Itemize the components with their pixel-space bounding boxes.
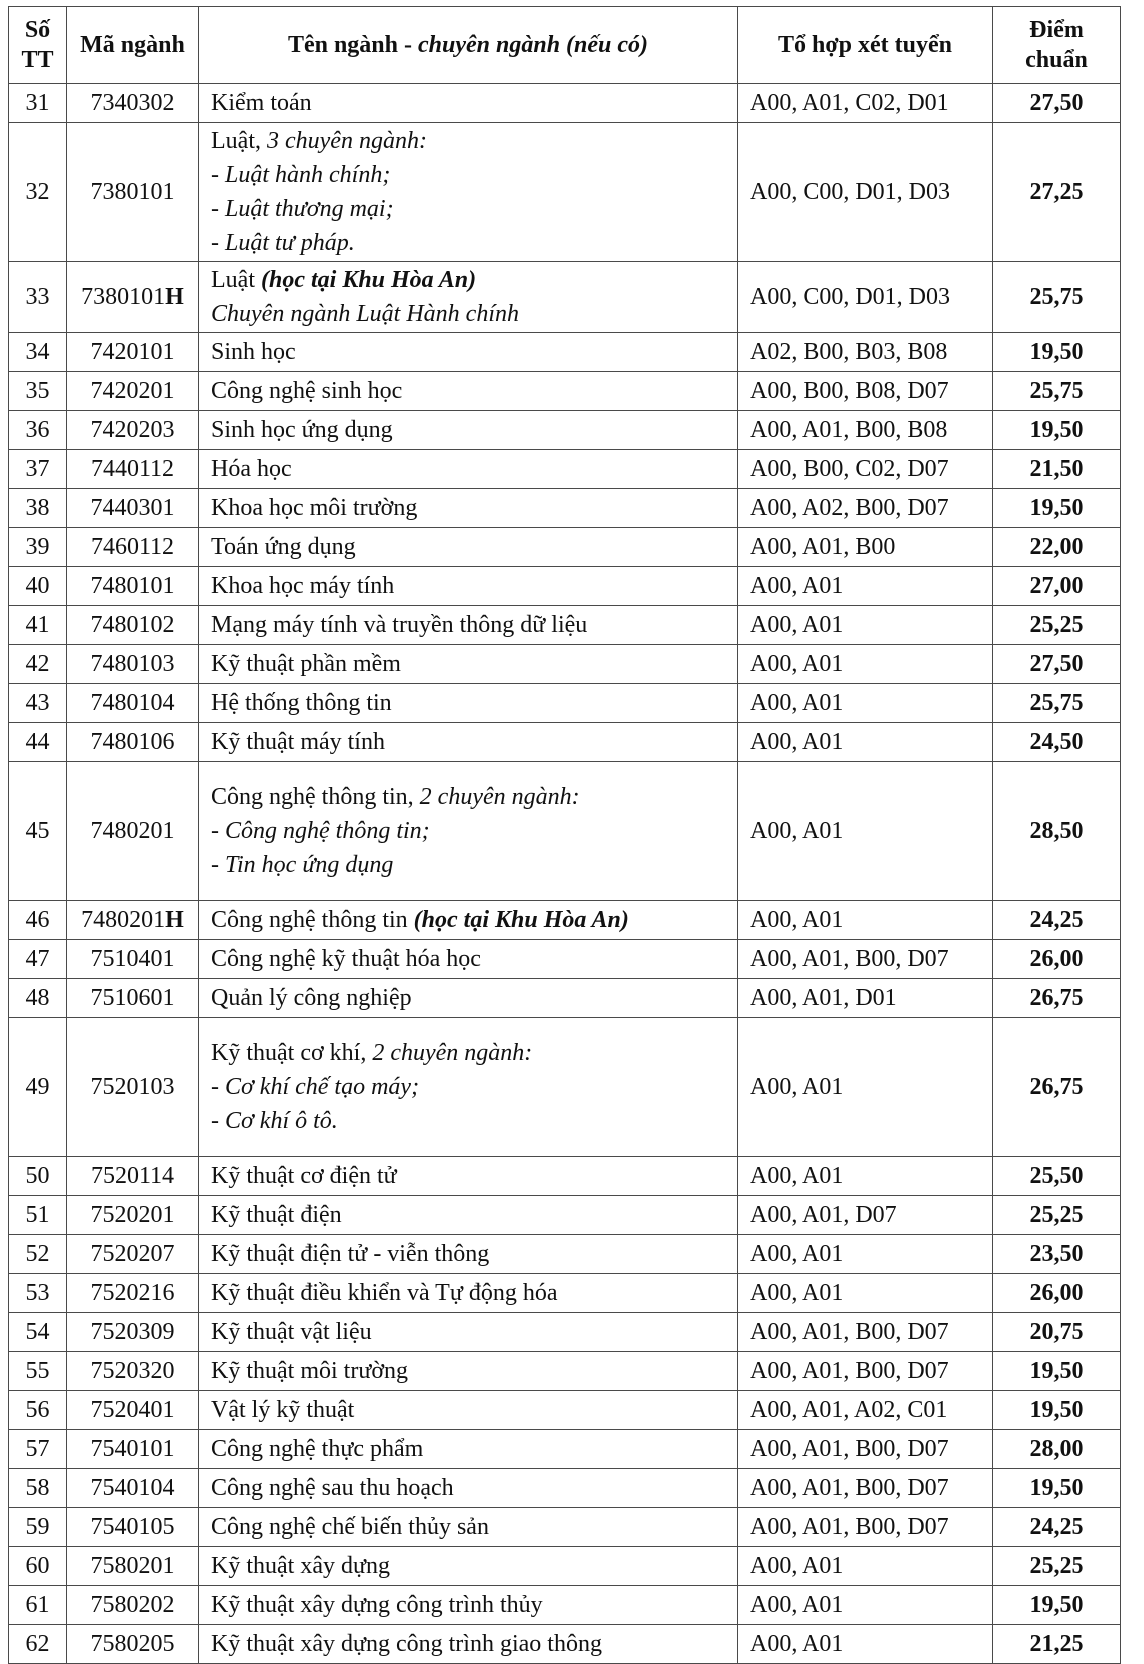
cell-stt: 42 (9, 645, 67, 684)
cell-ten-nganh (199, 123, 738, 262)
ma-nganh-code: 7380101 (81, 284, 166, 310)
ten-nganh-location: (học tại Khu Hòa An) (413, 907, 629, 933)
cell-ma-nganh: 7480106 (67, 723, 199, 762)
cell-ten-nganh (199, 333, 738, 372)
cell-diem-chuan: 26,75 (993, 979, 1121, 1018)
cell-diem-chuan: 25,75 (993, 684, 1121, 723)
cell-to-hop: A00, A01 (738, 1586, 993, 1625)
cell-ma-nganh: 7540104 (67, 1469, 199, 1508)
table-row (9, 450, 1121, 489)
table-row (9, 1196, 1121, 1235)
table-body (9, 84, 1121, 1664)
ten-nganh-text: Công nghệ thực phẩm (211, 1436, 424, 1462)
cell-ma-nganh: 7580201 (67, 1547, 199, 1586)
table-row (9, 1352, 1121, 1391)
cell-ma-nganh: 7380101 (67, 123, 199, 262)
cell-stt: 36 (9, 411, 67, 450)
cell-to-hop: A00, A01, B00, D07 (738, 1469, 993, 1508)
ten-nganh-italic: 2 chuyên ngành: (372, 1040, 533, 1066)
cell-ma-nganh: 7480103 (67, 645, 199, 684)
ten-nganh-text: Khoa học máy tính (211, 573, 395, 599)
table-row (9, 411, 1121, 450)
cell-to-hop: A00, A01, D07 (738, 1196, 993, 1235)
cell-diem-chuan: 25,50 (993, 1157, 1121, 1196)
cell-ma-nganh (67, 901, 199, 940)
table-row (9, 645, 1121, 684)
cell-diem-chuan: 25,25 (993, 1196, 1121, 1235)
cell-ma-nganh: 7520201 (67, 1196, 199, 1235)
cell-stt: 52 (9, 1235, 67, 1274)
cell-to-hop: A00, A01, B00, D07 (738, 1430, 993, 1469)
cell-ten-nganh (199, 1508, 738, 1547)
cell-diem-chuan: 26,00 (993, 1274, 1121, 1313)
ten-nganh-text: Kỹ thuật máy tính (211, 729, 385, 755)
table-row (9, 901, 1121, 940)
ten-nganh-location: (học tại Khu Hòa An) (260, 267, 477, 293)
cell-ten-nganh (199, 84, 738, 123)
table-row (9, 489, 1121, 528)
cell-to-hop: A00, A01 (738, 723, 993, 762)
cell-ma-nganh: 7520309 (67, 1313, 199, 1352)
cell-ma-nganh: 7480101 (67, 567, 199, 606)
cell-ma-nganh: 7420101 (67, 333, 199, 372)
table-row (9, 684, 1121, 723)
cell-ten-nganh (199, 1235, 738, 1274)
table-row (9, 1274, 1121, 1313)
cell-stt: 32 (9, 123, 67, 262)
cell-ten-nganh (199, 1430, 738, 1469)
header-ten-italic: chuyên ngành (nếu có) (418, 32, 649, 58)
cell-to-hop: A00, A01 (738, 901, 993, 940)
ten-nganh-text: Kỹ thuật môi trường (211, 1358, 409, 1384)
cell-diem-chuan: 19,50 (993, 333, 1121, 372)
ten-nganh-text: Hóa học (211, 456, 292, 482)
ten-nganh-text: Hệ thống thông tin (211, 690, 392, 716)
chuyen-nganh-item: - Công nghệ thông tin; (211, 818, 430, 844)
cell-diem-chuan: 19,50 (993, 1391, 1121, 1430)
chuyen-nganh-item: - Luật hành chính; (211, 162, 391, 188)
cell-ten-nganh (199, 1018, 738, 1157)
table-row (9, 84, 1121, 123)
cell-diem-chuan: 25,75 (993, 372, 1121, 411)
cell-ma-nganh: 7520103 (67, 1018, 199, 1157)
cell-diem-chuan: 19,50 (993, 1586, 1121, 1625)
cell-diem-chuan: 23,50 (993, 1235, 1121, 1274)
cell-ma-nganh: 7340302 (67, 84, 199, 123)
cell-diem-chuan: 25,75 (993, 262, 1121, 333)
table-row (9, 1469, 1121, 1508)
cell-ten-nganh (199, 1469, 738, 1508)
cell-ten-nganh (199, 1547, 738, 1586)
ten-nganh-text: Công nghệ thông tin (211, 907, 414, 933)
header-stt-line1: Số (24, 17, 51, 43)
ten-nganh-text: Công nghệ thông tin, (211, 784, 420, 810)
chuyen-nganh-item: - Luật thương mại; (211, 196, 394, 222)
cell-to-hop: A00, A01 (738, 1547, 993, 1586)
cell-to-hop: A00, A01, B00, D07 (738, 1313, 993, 1352)
ten-nganh-italic: 3 chuyên ngành: (266, 128, 427, 154)
header-to-hop: Tổ hợp xét tuyển (738, 7, 993, 84)
cell-to-hop: A00, A01 (738, 1018, 993, 1157)
cell-diem-chuan: 19,50 (993, 411, 1121, 450)
cell-diem-chuan: 24,50 (993, 723, 1121, 762)
ten-nganh-text: Kỹ thuật điện tử - viễn thông (211, 1241, 490, 1267)
chuyen-nganh-item: - Cơ khí ô tô. (211, 1108, 338, 1134)
table-row (9, 123, 1121, 262)
header-stt (9, 7, 67, 84)
ten-nganh-italic: 2 chuyên ngành: (419, 784, 580, 810)
cell-to-hop: A00, A01 (738, 1235, 993, 1274)
cell-ten-nganh (199, 528, 738, 567)
table-row (9, 1313, 1121, 1352)
ten-nganh-text: Kỹ thuật điều khiển và Tự động hóa (211, 1280, 558, 1306)
cell-diem-chuan: 25,25 (993, 606, 1121, 645)
cell-ma-nganh: 7510401 (67, 940, 199, 979)
cell-stt: 47 (9, 940, 67, 979)
header-ten-main: Tên ngành - (287, 32, 418, 58)
table-row (9, 1235, 1121, 1274)
cell-diem-chuan: 24,25 (993, 901, 1121, 940)
cell-ten-nganh (199, 262, 738, 333)
cell-ma-nganh: 7520207 (67, 1235, 199, 1274)
cell-to-hop: A00, A01, B00, D07 (738, 940, 993, 979)
table-row (9, 333, 1121, 372)
ten-nganh-text: Công nghệ chế biến thủy sản (211, 1514, 489, 1540)
chuyen-nganh-item: - Cơ khí chế tạo máy; (211, 1074, 420, 1100)
ten-nganh-text: Kỹ thuật vật liệu (211, 1319, 372, 1345)
cell-ten-nganh (199, 723, 738, 762)
cell-to-hop: A00, A01, B00, D07 (738, 1508, 993, 1547)
cell-to-hop: A00, A01, B00, D07 (738, 1352, 993, 1391)
cell-stt: 39 (9, 528, 67, 567)
cell-ten-nganh (199, 1313, 738, 1352)
cell-diem-chuan: 28,50 (993, 762, 1121, 901)
table-row (9, 723, 1121, 762)
table-row (9, 606, 1121, 645)
ten-nganh-text: Công nghệ sinh học (211, 378, 403, 404)
table-row (9, 1508, 1121, 1547)
table-row (9, 1430, 1121, 1469)
table-row (9, 528, 1121, 567)
cell-stt: 34 (9, 333, 67, 372)
header-stt-line2: TT (21, 47, 54, 73)
header-diem-line2: chuẩn (1025, 47, 1088, 73)
cell-ma-nganh: 7520320 (67, 1352, 199, 1391)
table-row (9, 1547, 1121, 1586)
cell-ten-nganh (199, 1391, 738, 1430)
cell-ten-nganh (199, 979, 738, 1018)
cell-to-hop: A00, A01, C02, D01 (738, 84, 993, 123)
header-ma-nganh: Mã ngành (67, 7, 199, 84)
cell-diem-chuan: 27,50 (993, 84, 1121, 123)
cell-ma-nganh: 7520114 (67, 1157, 199, 1196)
cell-stt: 62 (9, 1625, 67, 1664)
table-row (9, 1157, 1121, 1196)
cell-diem-chuan: 28,00 (993, 1430, 1121, 1469)
cell-stt: 57 (9, 1430, 67, 1469)
table-row (9, 567, 1121, 606)
chuyen-nganh-item: - Luật tư pháp. (211, 230, 355, 256)
cell-diem-chuan: 27,25 (993, 123, 1121, 262)
cell-to-hop: A00, A01 (738, 1625, 993, 1664)
cell-diem-chuan: 26,75 (993, 1018, 1121, 1157)
cell-ten-nganh (199, 645, 738, 684)
cell-diem-chuan: 21,50 (993, 450, 1121, 489)
cell-ten-nganh (199, 450, 738, 489)
cell-diem-chuan: 27,50 (993, 645, 1121, 684)
cell-ma-nganh: 7440112 (67, 450, 199, 489)
cell-ma-nganh: 7460112 (67, 528, 199, 567)
cell-ma-nganh: 7420201 (67, 372, 199, 411)
table-row (9, 1018, 1121, 1157)
table-row (9, 762, 1121, 901)
cell-diem-chuan: 25,25 (993, 1547, 1121, 1586)
cell-stt: 37 (9, 450, 67, 489)
cell-to-hop: A00, A01, D01 (738, 979, 993, 1018)
cell-ten-nganh (199, 940, 738, 979)
cell-stt: 58 (9, 1469, 67, 1508)
cell-to-hop: A02, B00, B03, B08 (738, 333, 993, 372)
header-diem-line1: Điểm (1029, 17, 1084, 43)
cell-stt: 59 (9, 1508, 67, 1547)
table-row (9, 372, 1121, 411)
cell-ten-nganh (199, 1196, 738, 1235)
cell-ten-nganh (199, 411, 738, 450)
ten-nganh-text: Vật lý kỹ thuật (211, 1397, 355, 1423)
cell-diem-chuan: 19,50 (993, 1469, 1121, 1508)
chuyen-nganh-item: - Tin học ứng dụng (211, 852, 394, 878)
cell-ma-nganh: 7520401 (67, 1391, 199, 1430)
chuyen-nganh-item: Chuyên ngành Luật Hành chính (211, 301, 519, 327)
cell-ten-nganh (199, 1586, 738, 1625)
cell-stt: 40 (9, 567, 67, 606)
cell-stt: 38 (9, 489, 67, 528)
cell-ma-nganh: 7580205 (67, 1625, 199, 1664)
ten-nganh-text: Kiểm toán (211, 90, 312, 116)
header-ten-nganh (199, 7, 738, 84)
cell-stt: 45 (9, 762, 67, 901)
cell-to-hop: A00, B00, C02, D07 (738, 450, 993, 489)
cell-ten-nganh (199, 1157, 738, 1196)
cell-ma-nganh: 7480102 (67, 606, 199, 645)
cell-diem-chuan: 19,50 (993, 489, 1121, 528)
cell-diem-chuan: 24,25 (993, 1508, 1121, 1547)
ten-nganh-text: Sinh học ứng dụng (211, 417, 393, 443)
cell-stt: 60 (9, 1547, 67, 1586)
cell-diem-chuan: 19,50 (993, 1352, 1121, 1391)
cell-ma-nganh: 7540105 (67, 1508, 199, 1547)
cell-ten-nganh (199, 489, 738, 528)
cell-stt: 50 (9, 1157, 67, 1196)
cell-ten-nganh (199, 372, 738, 411)
header-diem-chuan (993, 7, 1121, 84)
ten-nganh-text: Công nghệ kỹ thuật hóa học (211, 946, 481, 972)
cell-to-hop: A00, A01 (738, 1157, 993, 1196)
cell-diem-chuan: 22,00 (993, 528, 1121, 567)
ten-nganh-text: Luật (211, 267, 261, 293)
cell-ma-nganh: 7520216 (67, 1274, 199, 1313)
table-row (9, 940, 1121, 979)
cell-stt: 48 (9, 979, 67, 1018)
cell-ten-nganh (199, 762, 738, 901)
cell-ten-nganh (199, 567, 738, 606)
admission-score-table (8, 6, 1121, 1664)
cell-stt: 51 (9, 1196, 67, 1235)
cell-stt: 44 (9, 723, 67, 762)
table-header (9, 7, 1121, 84)
cell-to-hop: A00, A01 (738, 762, 993, 901)
ten-nganh-text: Quản lý công nghiệp (211, 985, 412, 1011)
ten-nganh-text: Kỹ thuật phần mềm (211, 651, 401, 677)
table-row (9, 1391, 1121, 1430)
ma-nganh-suffix: H (165, 284, 184, 310)
cell-stt: 31 (9, 84, 67, 123)
cell-stt: 53 (9, 1274, 67, 1313)
cell-to-hop: A00, C00, D01, D03 (738, 262, 993, 333)
cell-to-hop: A00, C00, D01, D03 (738, 123, 993, 262)
cell-to-hop: A00, A01, B00, B08 (738, 411, 993, 450)
cell-to-hop: A00, A01, B00 (738, 528, 993, 567)
header-row (9, 7, 1121, 84)
cell-ma-nganh: 7580202 (67, 1586, 199, 1625)
ten-nganh-text: Mạng máy tính và truyền thông dữ liệu (211, 612, 588, 638)
table-row (9, 1586, 1121, 1625)
cell-to-hop: A00, A01 (738, 567, 993, 606)
cell-to-hop: A00, A01 (738, 645, 993, 684)
cell-ma-nganh: 7440301 (67, 489, 199, 528)
cell-ma-nganh: 7480104 (67, 684, 199, 723)
cell-to-hop: A00, A01 (738, 606, 993, 645)
ten-nganh-text: Luật, (211, 128, 267, 154)
cell-diem-chuan: 26,00 (993, 940, 1121, 979)
table-row (9, 979, 1121, 1018)
ten-nganh-text: Kỹ thuật điện (211, 1202, 342, 1228)
cell-ten-nganh (199, 1625, 738, 1664)
cell-stt: 35 (9, 372, 67, 411)
cell-ten-nganh (199, 1274, 738, 1313)
cell-ma-nganh: 7540101 (67, 1430, 199, 1469)
cell-to-hop: A00, A01 (738, 1274, 993, 1313)
cell-to-hop: A00, A02, B00, D07 (738, 489, 993, 528)
cell-ma-nganh: 7510601 (67, 979, 199, 1018)
cell-diem-chuan: 27,00 (993, 567, 1121, 606)
cell-diem-chuan: 20,75 (993, 1313, 1121, 1352)
table-row (9, 262, 1121, 333)
cell-stt: 54 (9, 1313, 67, 1352)
cell-stt: 41 (9, 606, 67, 645)
cell-diem-chuan: 21,25 (993, 1625, 1121, 1664)
cell-ten-nganh (199, 684, 738, 723)
ten-nganh-text: Khoa học môi trường (211, 495, 418, 521)
cell-ten-nganh (199, 901, 738, 940)
cell-ten-nganh (199, 606, 738, 645)
ten-nganh-text: Kỹ thuật cơ điện tử (211, 1163, 397, 1189)
ten-nganh-text: Kỹ thuật xây dựng (211, 1553, 390, 1579)
table-row (9, 1625, 1121, 1664)
cell-to-hop: A00, B00, B08, D07 (738, 372, 993, 411)
cell-stt: 56 (9, 1391, 67, 1430)
ten-nganh-text: Kỹ thuật xây dựng công trình thủy (211, 1592, 543, 1618)
cell-stt: 33 (9, 262, 67, 333)
cell-stt: 61 (9, 1586, 67, 1625)
ten-nganh-text: Kỹ thuật xây dựng công trình giao thông (211, 1631, 602, 1657)
cell-stt: 49 (9, 1018, 67, 1157)
cell-ma-nganh: 7480201 (67, 762, 199, 901)
cell-ma-nganh (67, 262, 199, 333)
ma-nganh-code: 7480201 (81, 907, 166, 933)
cell-ten-nganh (199, 1352, 738, 1391)
cell-stt: 43 (9, 684, 67, 723)
ten-nganh-text: Công nghệ sau thu hoạch (211, 1475, 454, 1501)
cell-stt: 46 (9, 901, 67, 940)
ten-nganh-text: Kỹ thuật cơ khí, (211, 1040, 373, 1066)
cell-to-hop: A00, A01, A02, C01 (738, 1391, 993, 1430)
ten-nganh-text: Sinh học (211, 339, 296, 365)
ma-nganh-suffix: H (165, 907, 184, 933)
cell-stt: 55 (9, 1352, 67, 1391)
cell-ma-nganh: 7420203 (67, 411, 199, 450)
cell-to-hop: A00, A01 (738, 684, 993, 723)
ten-nganh-text: Toán ứng dụng (211, 534, 356, 560)
